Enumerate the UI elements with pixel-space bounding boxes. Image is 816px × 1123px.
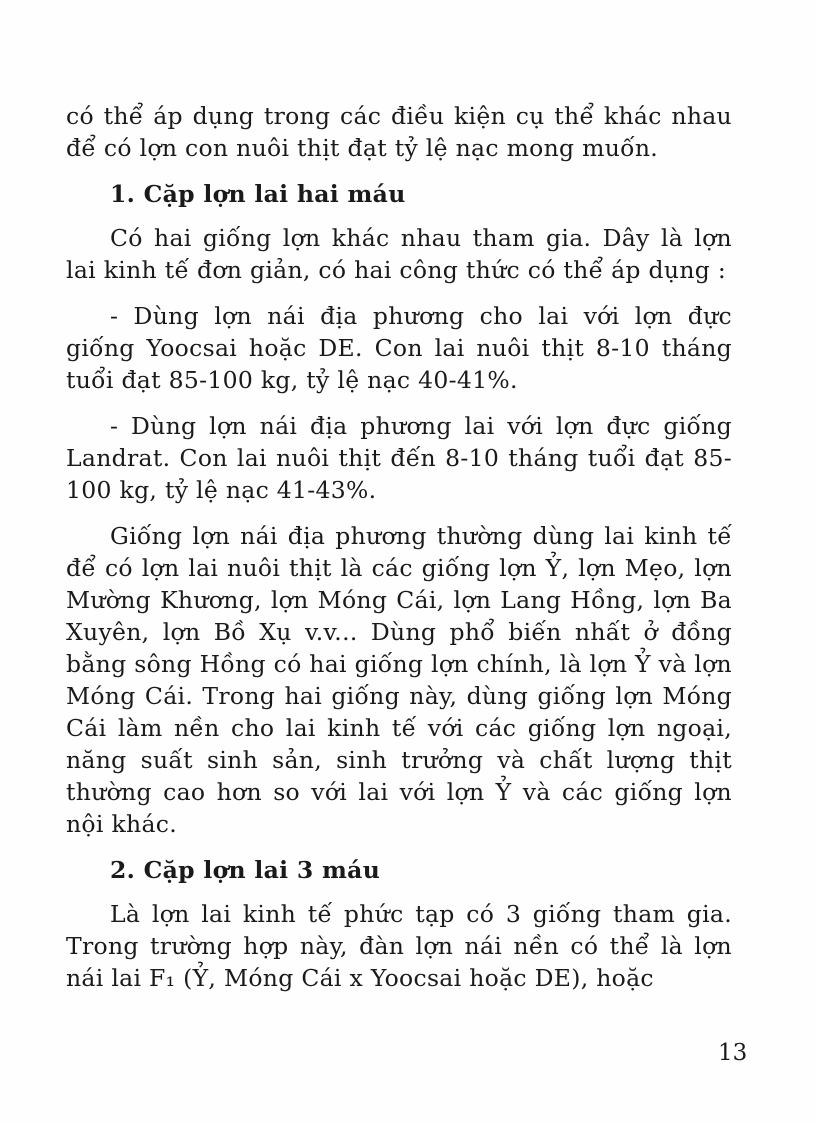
paragraph-formula-1: - Dùng lợn nái địa phương cho lai với lợn đực giống Yoocsai hoặc DE. Con lai nuôi thịt 8-10 tháng tuổi đạt 85-100 kg, tỷ lệ nạc 40-41%.	[66, 302, 732, 394]
page-number: 13	[718, 1040, 748, 1066]
section-heading-2: 2. Cặp lợn lai 3 máu	[110, 856, 381, 884]
paragraph-intro: có thể áp dụng trong các điều kiện cụ thể khác nhau để có lợn con nuôi thịt đạt tỷ lệ nạc mong muốn.	[66, 102, 732, 162]
section-heading-1: 1. Cặp lợn lai hai máu	[110, 180, 406, 208]
body-text	[66, 100, 732, 1008]
paragraph-three-breed: Là lợn lai kinh tế phức tạp có 3 giống tham gia. Trong trường hợp này, đàn lợn nái nền có thể là lợn nái lai F₁ (Ỷ, Móng Cái x Yoocsai hoặc DE), hoặc	[66, 900, 732, 992]
paragraph-formula-2: - Dùng lợn nái địa phương lai với lợn đực giống Landrat. Con lai nuôi thịt đến 8-10 tháng tuổi đạt 85-100 kg, tỷ lệ nạc 41-43%.	[66, 412, 732, 504]
paragraph-local-breeds: Giống lợn nái địa phương thường dùng lai kinh tế để có lợn lai nuôi thịt là các giống lợn Ỷ, lợn Mẹo, lợn Mường Khương, lợn Móng Cái, lợn Lang Hồng, lợn Ba Xuyên, lợn Bồ Xụ v.v... Dùng phổ biến nhất ở đồng bằng sông Hồng có hai giống lợn chính, là lợn Ỷ và lợn Móng Cái. Trong hai giống này, dùng giống lợn Móng Cái làm nền cho lai kinh tế với các giống lợn ngoại, năng suất sinh sản, sinh trưởng và chất lượng thịt thường cao hơn so với lai với lợn Ỷ và các giống lợn nội khác.	[66, 522, 732, 838]
paragraph-two-breed-intro: Có hai giống lợn khác nhau tham gia. Dây là lợn lai kinh tế đơn giản, có hai công thức có thể áp dụng :	[66, 224, 732, 284]
